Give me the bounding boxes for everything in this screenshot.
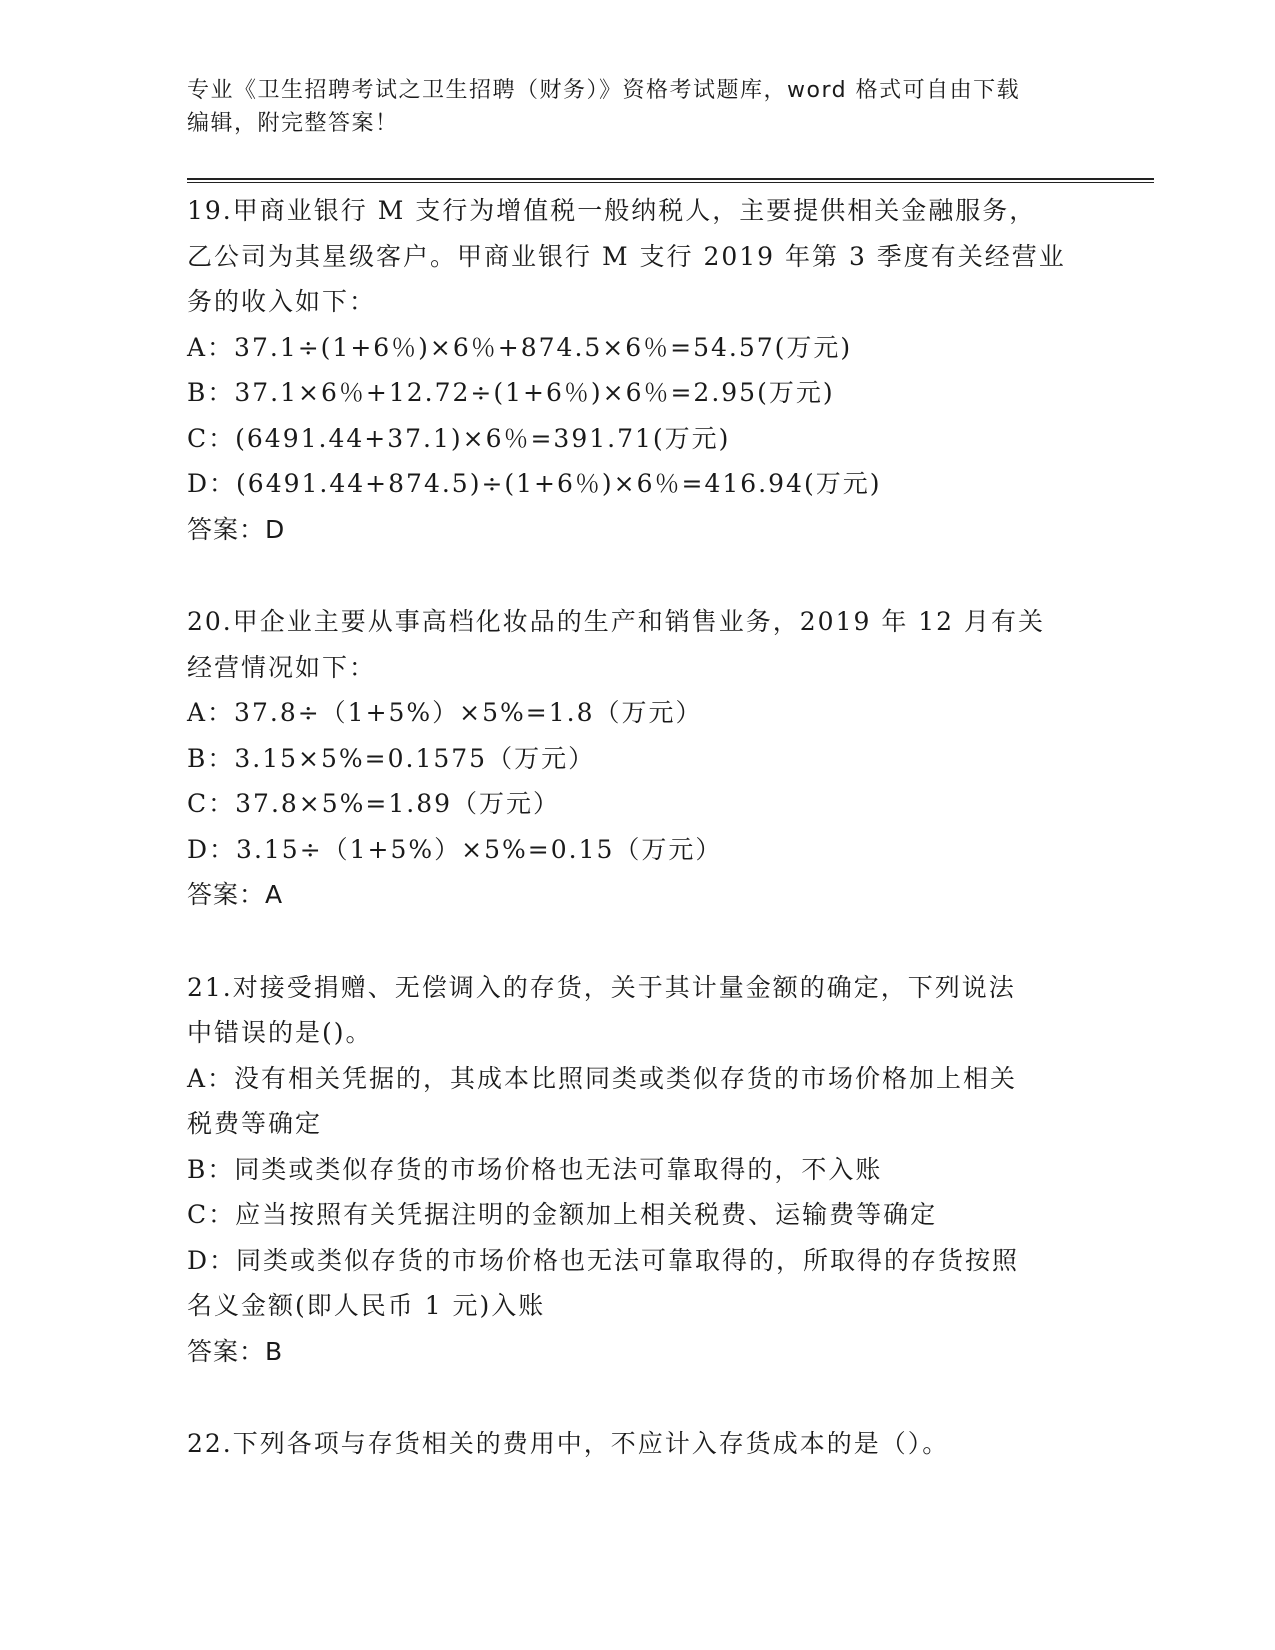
question-19: [187, 188, 1087, 552]
option-d: D：3.15÷（1+5%）×5%=0.15（万元）: [187, 834, 723, 864]
option-b: B：37.1×6％+12.72÷(1+6％)×6％=2.95(万元): [187, 378, 835, 407]
option-c: C：37.8×5%=1.89（万元）: [187, 789, 561, 818]
question-21: [187, 965, 1087, 1375]
option-a-continued: 税费等确定: [187, 1109, 323, 1138]
question-20: [187, 599, 1087, 918]
answer-line: 答案：D: [187, 514, 286, 544]
option-d: D：(6491.44+874.5)÷(1+6％)×6％=416.94(万元): [187, 469, 882, 498]
option-a: A：37.1÷(1+6％)×6％+874.5×6％=54.57(万元): [187, 332, 853, 362]
spacer: [187, 552, 1087, 599]
question-stem-line: 乙公司为其星级客户。甲商业银行 M 支行 2019 年第 3 季度有关经营业: [187, 241, 1066, 271]
answer-line: 答案：B: [187, 1336, 284, 1366]
question-list: [187, 188, 1087, 1467]
question-stem-line: 22.下列各项与存货相关的费用中，不应计入存货成本的是（）。: [187, 1429, 950, 1458]
option-c: C：应当按照有关凭据注明的金额加上相关税费、运输费等确定: [187, 1200, 938, 1229]
question-stem-line: 19.甲商业银行 M 支行为增值税一般纳税人，主要提供相关金融服务，: [187, 196, 1037, 225]
question-stem-line: 20.甲企业主要从事高档化妆品的生产和销售业务，2019 年 12 月有关: [187, 607, 1046, 636]
option-c: C：(6491.44+37.1)×6％=391.71(万元): [187, 423, 731, 453]
question-22: [187, 1421, 1087, 1467]
header-line-2: 编辑，附完整答案！: [187, 111, 399, 136]
header-divider: [187, 178, 1154, 183]
option-a: A：37.8÷（1+5%）×5%=1.8（万元）: [187, 698, 703, 727]
document-header: [187, 74, 1087, 140]
question-stem-line: 中错误的是()。: [187, 1018, 373, 1047]
spacer: [187, 918, 1087, 965]
option-b: B：3.15×5%=0.1575（万元）: [187, 743, 596, 773]
option-b: B：同类或类似存货的市场价格也无法可靠取得的，不入账: [187, 1154, 883, 1184]
header-line-1: 专业《卫生招聘考试之卫生招聘（财务）》资格考试题库，word 格式可自由下载: [187, 78, 1021, 103]
option-d-continued: 名义金额(即人民币 1 元)入账: [187, 1291, 546, 1320]
option-a: A：没有相关凭据的，其成本比照同类或类似存货的市场价格加上相关: [187, 1063, 1018, 1093]
question-stem-line: 21.对接受捐赠、无偿调入的存货，关于其计量金额的确定，下列说法: [187, 972, 1016, 1002]
answer-line: 答案：A: [187, 880, 284, 909]
spacer: [187, 1374, 1087, 1421]
question-stem-line: 务的收入如下：: [187, 287, 377, 316]
option-d: D：同类或类似存货的市场价格也无法可靠取得的，所取得的存货按照: [187, 1245, 1020, 1275]
question-stem-line: 经营情况如下：: [187, 652, 377, 682]
